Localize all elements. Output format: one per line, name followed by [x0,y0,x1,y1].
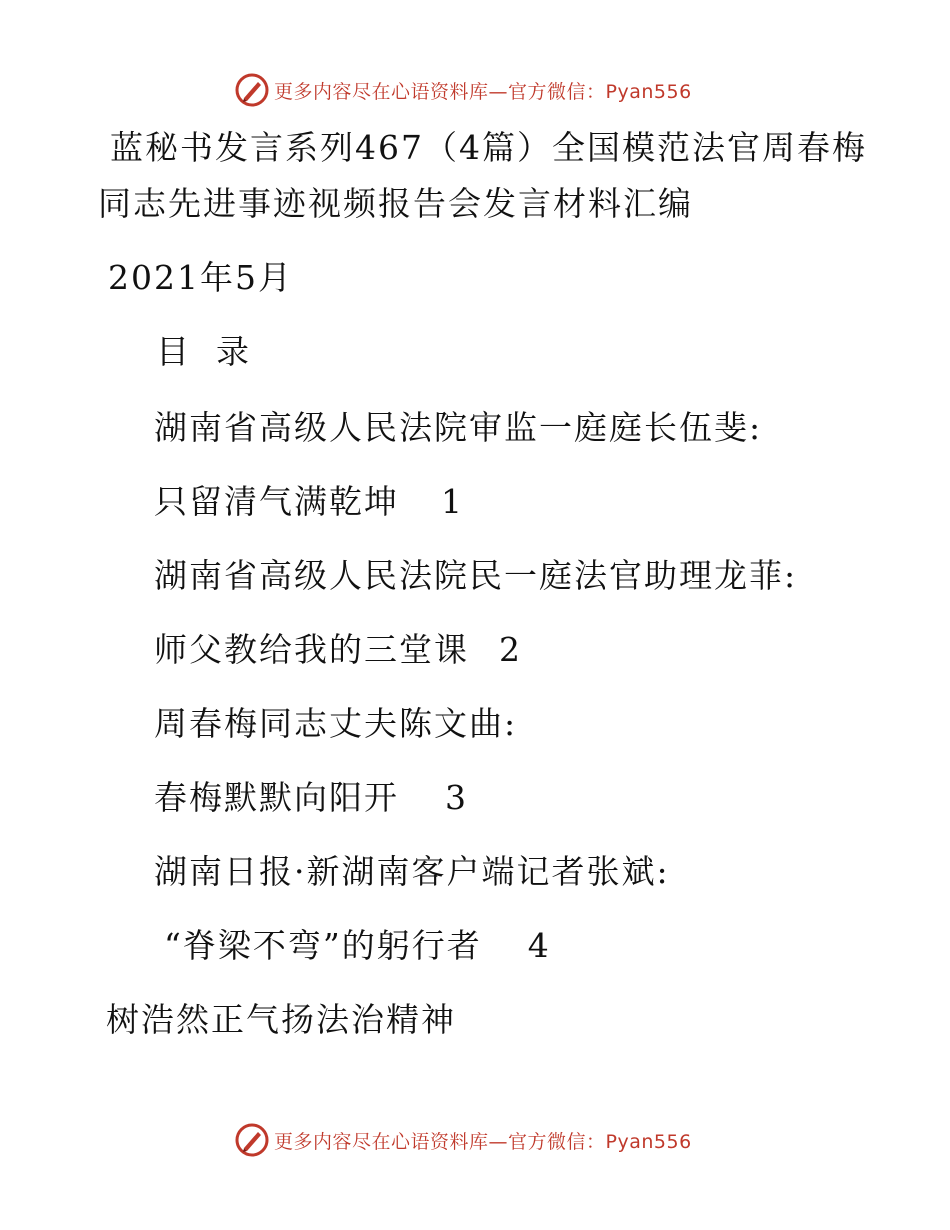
toc-page-2: 2 [499,630,522,669]
toc-speaker-1[interactable]: 湖南省高级人民法院审监一庭庭长伍斐: [154,408,763,447]
toc-page-1: 1 [441,482,464,521]
toc-title-3: 春梅默默向阳开 [154,778,399,817]
toc-title-4: “脊梁不弯”的躬行者 [164,926,482,965]
toc-entry-2[interactable] [154,630,522,670]
footer-banner [234,1120,692,1160]
toc-entry-1[interactable] [154,482,464,522]
toc-speaker-4[interactable]: 湖南日报·新湖南客户端记者张斌: [154,852,670,891]
toc-speaker-3[interactable]: 周春梅同志丈夫陈文曲: [154,704,518,743]
toc-speaker-2[interactable]: 湖南省高级人民法院民一庭法官助理龙菲: [154,556,798,595]
toc-title-2: 师父教给我的三堂课 [154,630,469,669]
banner-text: 更多内容尽在心语资料库—官方微信：Pyan556 [274,1130,692,1153]
section-title: 树浩然正气扬法治精神 [106,1000,456,1039]
header-banner [234,70,692,110]
toc-title-1: 只留清气满乾坤 [154,482,399,521]
banner-text: 更多内容尽在心语资料库—官方微信：Pyan556 [274,80,692,103]
toc-entry-3[interactable] [154,778,468,818]
toc-page-3: 3 [445,778,468,817]
pen-logo-icon [234,72,270,108]
toc-heading: 目 录 [156,332,251,371]
toc-entry-4[interactable] [164,926,551,966]
pen-logo-icon [234,1122,270,1158]
document-title-line-2: 同志先进事迹视频报告会发言材料汇编 [98,184,693,223]
document-title-line-1: 蓝秘书发言系列467（4篇）全国模范法官周春梅 [110,128,867,167]
toc-page-4: 4 [527,926,551,965]
document-date: 2021年5月 [108,258,293,297]
